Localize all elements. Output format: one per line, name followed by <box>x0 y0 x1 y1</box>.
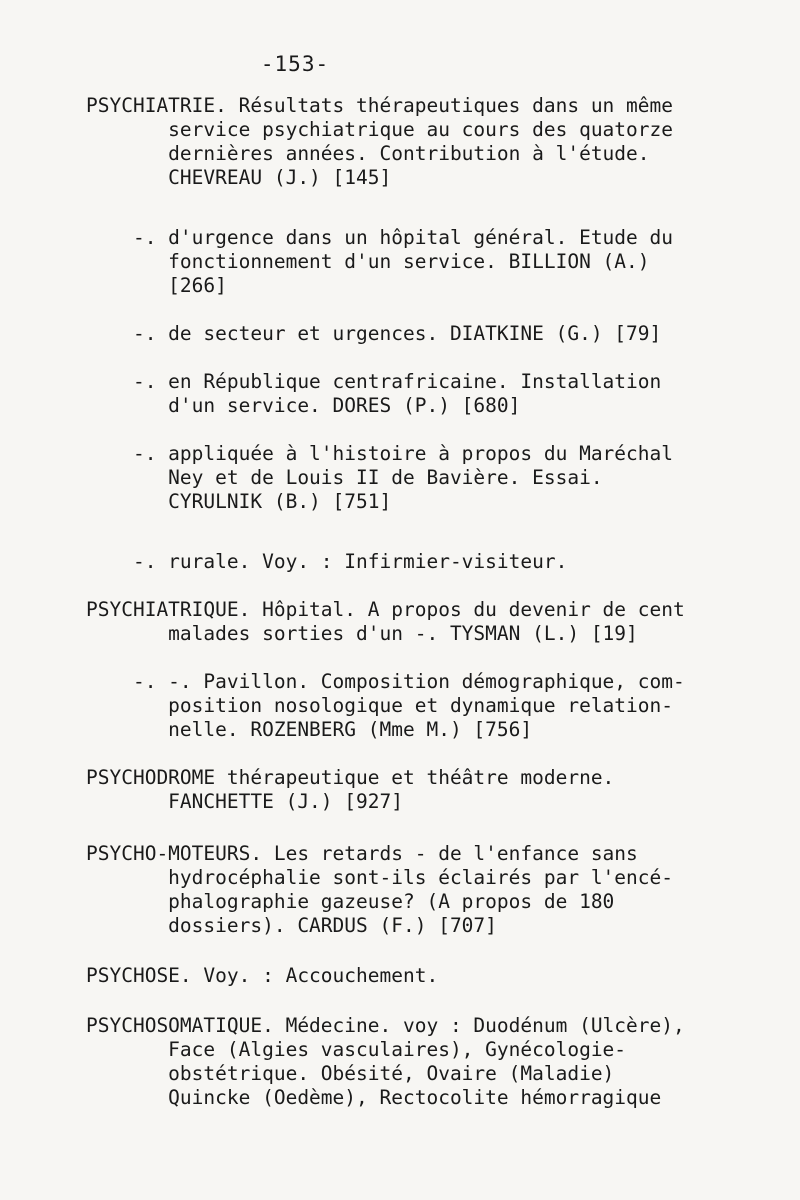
entry-psychiatrie-rurale <box>86 550 786 574</box>
entry-line: PSYCHIATRIQUE. Hôpital. A propos du devenir de cent <box>86 598 685 621</box>
entry-psychiatrie-centrafrique <box>86 370 786 418</box>
entry-line: hydrocéphalie sont-ils éclairés par l'encé- <box>86 866 673 889</box>
entry-psychiatrie-urgence <box>86 226 786 298</box>
entry-line: -. -. Pavillon. Composition démographique, com- <box>86 670 685 693</box>
entry-psychiatrie-secteur <box>86 322 786 346</box>
entry-line: nelle. ROZENBERG (Mme M.) [756] <box>86 718 533 741</box>
entry-line: PSYCHIATRIE. Résultats thérapeutiques dans un même <box>86 94 673 117</box>
entry-psychiatrique <box>86 598 786 646</box>
entry-line: malades sorties d'un -. TYSMAN (L.) [19] <box>86 622 638 645</box>
entry-line: phalographie gazeuse? (A propos de 180 <box>86 890 615 913</box>
entry-line: -. de secteur et urgences. DIATKINE (G.) [79] <box>86 322 662 345</box>
entry-line: Face (Algies vasculaires), Gynécologie- <box>86 1038 627 1061</box>
entry-psychiatrique-pavillon <box>86 670 786 742</box>
entry-psychiatrie-histoire <box>86 442 786 514</box>
entry-line: -. rurale. Voy. : Infirmier-visiteur. <box>86 550 568 573</box>
entry-psycho-moteurs <box>86 842 786 938</box>
entry-line: PSYCHOSE. Voy. : Accouchement. <box>86 964 439 987</box>
entry-line: PSYCHOSOMATIQUE. Médecine. voy : Duodénum (Ulcère), <box>86 1014 685 1037</box>
entry-line: fonctionnement d'un service. BILLION (A.) <box>86 250 650 273</box>
entry-line: dossiers). CARDUS (F.) [707] <box>86 914 497 937</box>
entry-line: PSYCHODROME thérapeutique et théâtre moderne. <box>86 766 615 789</box>
entry-line: CHEVREAU (J.) [145] <box>86 166 392 189</box>
entry-line: service psychiatrique au cours des quatorze <box>86 118 673 141</box>
entry-psychodrome <box>86 766 786 814</box>
entry-line: obstétrique. Obésité, Ovaire (Maladie) <box>86 1062 615 1085</box>
page-number: -153- <box>260 52 330 76</box>
entry-line: -. en République centrafricaine. Installation <box>86 370 662 393</box>
entry-line: [266] <box>86 274 227 297</box>
entry-line: -. d'urgence dans un hôpital général. Etude du <box>86 226 673 249</box>
entry-line: Ney et de Louis II de Bavière. Essai. <box>86 466 603 489</box>
entry-line: FANCHETTE (J.) [927] <box>86 790 403 813</box>
entry-line: d'un service. DORES (P.) [680] <box>86 394 521 417</box>
entry-psychiatrie <box>86 94 786 190</box>
entry-line: -. appliquée à l'histoire à propos du Maréchal <box>86 442 673 465</box>
entry-line: Quincke (Oedème), Rectocolite hémorragique <box>86 1086 662 1109</box>
entry-line: CYRULNIK (B.) [751] <box>86 490 392 513</box>
entry-line: PSYCHO-MOTEURS. Les retards - de l'enfance sans <box>86 842 638 865</box>
entry-line: dernières années. Contribution à l'étude. <box>86 142 650 165</box>
entry-psychose <box>86 964 786 988</box>
entry-psychosomatique <box>86 1014 786 1110</box>
entry-line: position nosologique et dynamique relation- <box>86 694 673 717</box>
